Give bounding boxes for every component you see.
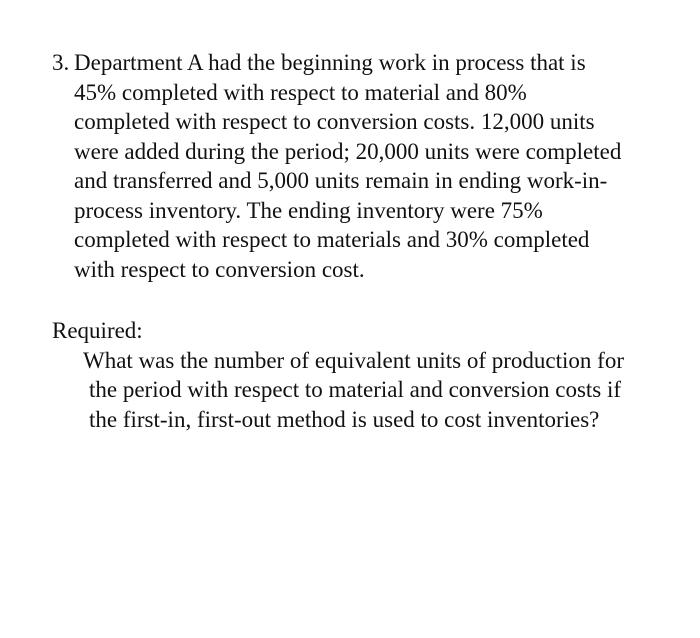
required-line: the first-in, first-out method is used to cost inventories? <box>89 406 600 432</box>
problem-statement <box>52 48 682 284</box>
problem-line: process inventory. The ending inventory were 75% <box>74 197 543 223</box>
problem-number: 3. <box>52 50 70 75</box>
required-line: What was the number of equivalent units of production for <box>83 347 624 373</box>
problem-line: completed with respect to conversion costs. 12,000 units <box>74 109 595 134</box>
problem-line: 45% completed with respect to material and 80% <box>74 79 527 105</box>
problem-line: Department A had the beginning work in process that is <box>74 50 586 75</box>
required-heading: Required: <box>52 318 143 343</box>
problem-line: and transferred and 5,000 units remain in ending work-in- <box>74 168 608 193</box>
problem-line: completed with respect to materials and 30% completed <box>74 227 590 252</box>
required-line: the period with respect to material and conversion costs if <box>89 377 622 402</box>
required-section <box>52 316 682 434</box>
problem-line: with respect to conversion cost. <box>74 256 365 282</box>
problem-line: were added during the period; 20,000 units were completed <box>74 138 622 164</box>
problem-text <box>74 48 682 284</box>
